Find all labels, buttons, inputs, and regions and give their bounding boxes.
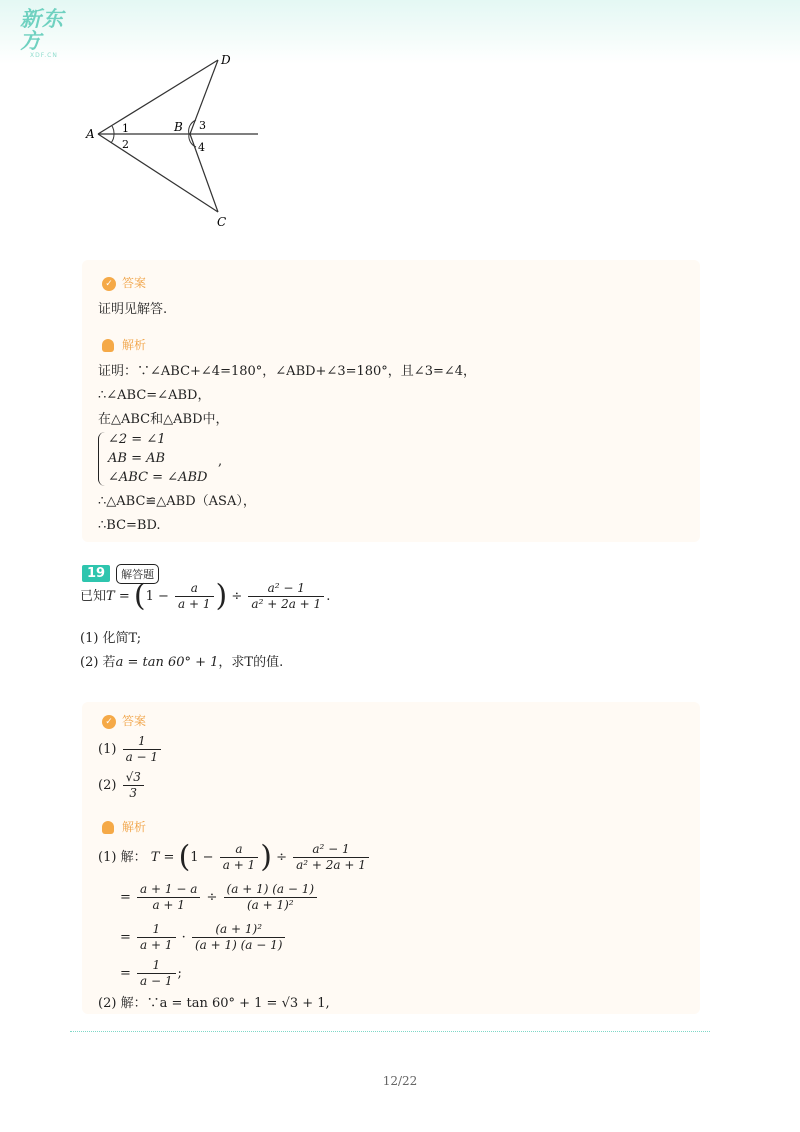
answer-panel-q18	[82, 260, 700, 542]
frac-num: 1	[137, 958, 175, 974]
left-paren: (	[133, 578, 146, 614]
solution-step-2	[120, 882, 319, 913]
frac-num: (a + 1)²	[192, 922, 286, 938]
step2-fraction-2	[224, 882, 318, 913]
right-paren: )	[215, 578, 228, 614]
question-number: 19	[82, 565, 110, 582]
divide-sign: ÷	[231, 589, 243, 604]
analysis-title: 解析	[122, 338, 147, 352]
part2-prefix: (2) 若	[80, 655, 116, 670]
lightbulb-icon	[102, 821, 114, 834]
frac-num: a	[220, 842, 258, 858]
conclusion-line-1: ∴△ABC≌△ABD（ASA），	[98, 494, 256, 509]
proof-line-2: ∴∠ABC=∠ABD，	[98, 388, 211, 403]
geometry-figure	[78, 50, 278, 235]
frac-num: (a + 1) (a − 1)	[224, 882, 318, 898]
analysis-heading	[102, 336, 146, 353]
step3-fraction-2	[192, 922, 286, 953]
solution-label-2: (2)	[98, 996, 117, 1011]
dotted-divider	[70, 1031, 710, 1032]
analysis-title: 解析	[122, 820, 147, 834]
equals-sign: =	[120, 930, 131, 945]
solution-step-3	[120, 922, 287, 953]
sub-question-1: (1) 化简T;	[80, 631, 142, 646]
step3-fraction-1	[137, 922, 175, 953]
frac-den: a + 1	[178, 597, 211, 611]
label-c: C	[217, 215, 227, 229]
proof-line-3: 在△ABC和△ABD中，	[98, 412, 229, 427]
frac-num: a	[175, 581, 213, 597]
answer-2	[98, 770, 146, 801]
label-d: D	[221, 53, 231, 67]
solution-t-equals: T =	[150, 850, 175, 865]
label-angle-1: 1	[122, 122, 129, 135]
left-brace	[98, 432, 106, 486]
answer-text: 证明见解答.	[98, 302, 168, 317]
answer-heading	[102, 712, 146, 729]
answer-panel-q19	[82, 702, 700, 1014]
frac-num: 1	[137, 922, 175, 938]
label-angle-4: 4	[198, 141, 205, 154]
answer-2-label: (2)	[98, 778, 117, 793]
stem-prefix: 已知	[80, 589, 107, 604]
fraction-a-over-a-plus-1	[175, 581, 213, 612]
fraction-a2-minus-1	[248, 581, 324, 612]
system-row-3: ∠ABC = ∠ABD	[108, 470, 208, 485]
divide-sign: ÷	[206, 890, 218, 905]
logo	[20, 7, 80, 59]
one-minus: 1 −	[190, 850, 214, 865]
check-icon: ✓	[102, 715, 116, 729]
frac-den: a + 1	[222, 858, 256, 872]
frac-den: (a + 1) (a − 1)	[194, 938, 283, 952]
solution-part-2-text: 解：∵a = tan 60° + 1 = √3 + 1,	[120, 996, 330, 1011]
question-stem	[80, 578, 331, 614]
frac-den: a − 1	[125, 750, 159, 764]
part2-math: a = tan 60° + 1	[115, 655, 219, 670]
frac-den: a − 1	[140, 974, 173, 988]
answer-title: 答案	[122, 276, 147, 290]
answer-title: 答案	[122, 714, 147, 728]
label-a: A	[86, 127, 95, 141]
answer-heading	[102, 274, 146, 291]
right-paren: )	[260, 839, 272, 875]
frac-num: 1	[123, 734, 161, 750]
logo-text: 新东方	[20, 7, 64, 53]
conclusion-line-2: ∴BC=BD.	[98, 518, 161, 533]
frac-den: a² + 2a + 1	[251, 597, 322, 611]
solution-step-4	[120, 958, 182, 989]
system-comma: ,	[218, 454, 223, 469]
label-angle-3: 3	[199, 119, 206, 132]
part2-suffix: ，求T的值.	[218, 655, 284, 670]
frac-den: a + 1	[140, 938, 173, 952]
check-icon: ✓	[102, 277, 116, 291]
system-row-2: AB = AB	[108, 451, 166, 466]
angle-arc-2	[111, 134, 114, 143]
solution-step-1	[98, 839, 371, 875]
lightbulb-icon	[102, 339, 114, 352]
page-number: 12/22	[382, 1074, 418, 1088]
frac-num: a + 1 − a	[137, 882, 200, 898]
stem-t: T	[106, 589, 115, 604]
one-minus: 1 −	[145, 589, 169, 604]
divide-sign: ÷	[276, 850, 287, 865]
stem-period: .	[326, 589, 331, 604]
semicolon: ;	[177, 966, 182, 981]
frac-num: √3	[123, 770, 144, 786]
frac-den: (a + 1)²	[246, 898, 294, 912]
fraction-a2-minus-1	[293, 842, 369, 873]
step2-fraction-1	[137, 882, 200, 913]
analysis-heading	[102, 818, 146, 835]
left-paren: (	[178, 839, 191, 875]
question-type-badge: 解答题	[116, 564, 159, 584]
equals-sign: =	[120, 966, 131, 981]
frac-den: a² + 2a + 1	[296, 858, 366, 872]
frac-num: a² − 1	[293, 842, 369, 858]
angle-arc-1	[112, 126, 114, 134]
logo-subtext: XDF.CN	[30, 52, 58, 59]
sub-question-2	[80, 651, 283, 670]
solution-label-1: (1)	[98, 850, 117, 865]
stem-equals: =	[118, 589, 130, 604]
proof-line-1: 证明：∵∠ABC+∠4=180°，∠ABD+∠3=180°，且∠3=∠4，	[98, 364, 477, 379]
fraction-a-over-a-plus-1	[220, 842, 258, 873]
frac-den: a + 1	[152, 898, 185, 912]
answer-2-fraction	[123, 770, 144, 801]
label-angle-2: 2	[122, 138, 129, 151]
solution-jie: 解：	[120, 850, 147, 865]
label-b: B	[174, 120, 183, 134]
equals-sign: =	[120, 890, 131, 905]
solution-part-2	[98, 992, 330, 1011]
answer-1	[98, 734, 163, 765]
answer-1-fraction	[123, 734, 161, 765]
frac-num: a² − 1	[248, 581, 324, 597]
answer-1-label: (1)	[98, 742, 117, 757]
step4-fraction	[137, 958, 175, 989]
frac-den: 3	[129, 786, 138, 800]
system-row-1: ∠2 = ∠1	[108, 432, 166, 447]
multiply-dot: ·	[181, 930, 186, 945]
